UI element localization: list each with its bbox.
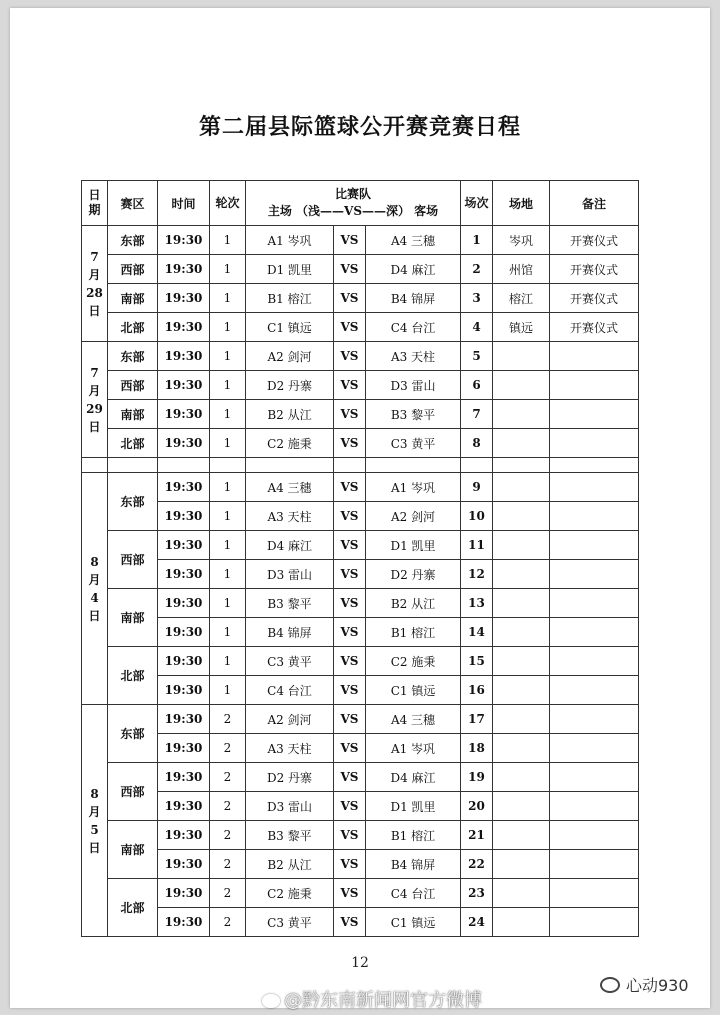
match-number-cell: 1 [461, 226, 493, 255]
away-team-cell: C1 镇远 [366, 908, 461, 937]
venue-cell: 榕江 [493, 284, 550, 313]
table-row [82, 226, 639, 255]
away-team-cell: B2 从江 [366, 589, 461, 618]
away-team-cell: C4 台江 [366, 879, 461, 908]
date-cell: 8月4日 [82, 473, 108, 705]
table-row [82, 879, 639, 908]
home-team-cell: A2 剑河 [246, 705, 334, 734]
region-cell: 西部 [108, 531, 158, 589]
spacer-row [82, 458, 639, 473]
home-team-cell: B4 锦屏 [246, 618, 334, 647]
vs-cell: VS [334, 647, 366, 676]
round-cell: 2 [210, 821, 246, 850]
round-cell: 1 [210, 473, 246, 502]
vs-cell: VS [334, 676, 366, 705]
vs-cell: VS [334, 502, 366, 531]
away-team-cell: D2 丹寨 [366, 560, 461, 589]
time-cell: 19:30 [158, 255, 210, 284]
page-number: 12 [351, 955, 369, 971]
venue-cell [493, 676, 550, 705]
vs-cell: VS [334, 792, 366, 821]
home-team-cell: C2 施秉 [246, 429, 334, 458]
time-cell: 19:30 [158, 908, 210, 937]
region-cell: 西部 [108, 371, 158, 400]
table-row [82, 371, 639, 400]
time-cell: 19:30 [158, 734, 210, 763]
round-cell: 1 [210, 560, 246, 589]
vs-cell: VS [334, 531, 366, 560]
region-cell: 北部 [108, 429, 158, 458]
region-cell: 南部 [108, 400, 158, 429]
note-cell [550, 879, 639, 908]
away-team-cell: A3 天柱 [366, 342, 461, 371]
spacer-cell [334, 458, 366, 473]
spacer-cell [246, 458, 334, 473]
away-team-cell: B4 锦屏 [366, 284, 461, 313]
time-cell: 19:30 [158, 821, 210, 850]
note-cell [550, 429, 639, 458]
note-cell [550, 763, 639, 792]
vs-cell: VS [334, 734, 366, 763]
vs-cell: VS [334, 342, 366, 371]
match-number-cell: 16 [461, 676, 493, 705]
venue-cell [493, 371, 550, 400]
time-cell: 19:30 [158, 618, 210, 647]
time-cell: 19:30 [158, 429, 210, 458]
round-cell: 2 [210, 734, 246, 763]
table-row [82, 821, 639, 850]
time-cell: 19:30 [158, 531, 210, 560]
home-team-cell: D3 雷山 [246, 792, 334, 821]
watermark-text: @黔东南新闻网官方微博 [284, 990, 482, 1011]
spacer-cell [82, 458, 108, 473]
round-cell: 1 [210, 400, 246, 429]
venue-cell [493, 908, 550, 937]
away-team-cell: C3 黄平 [366, 429, 461, 458]
header-venue: 场地 [493, 181, 550, 226]
venue-cell [493, 792, 550, 821]
wechat-account: 心动930 [626, 976, 689, 995]
time-cell: 19:30 [158, 850, 210, 879]
vs-cell: VS [334, 429, 366, 458]
away-team-cell: B3 黎平 [366, 400, 461, 429]
venue-cell: 州馆 [493, 255, 550, 284]
away-team-cell: D3 雷山 [366, 371, 461, 400]
match-number-cell: 13 [461, 589, 493, 618]
home-team-cell: D3 雷山 [246, 560, 334, 589]
home-team-cell: A3 天柱 [246, 734, 334, 763]
vs-cell: VS [334, 879, 366, 908]
time-cell: 19:30 [158, 763, 210, 792]
vs-cell: VS [334, 850, 366, 879]
match-number-cell: 8 [461, 429, 493, 458]
venue-cell [493, 618, 550, 647]
match-number-cell: 19 [461, 763, 493, 792]
away-team-cell: A1 岑巩 [366, 473, 461, 502]
time-cell: 19:30 [158, 676, 210, 705]
table-row [82, 531, 639, 560]
table-row [82, 473, 639, 502]
note-cell [550, 589, 639, 618]
away-team-cell: A2 剑河 [366, 502, 461, 531]
round-cell: 1 [210, 676, 246, 705]
match-number-cell: 9 [461, 473, 493, 502]
header-teams-title: 比赛队 [335, 187, 372, 201]
vs-cell: VS [334, 226, 366, 255]
table-row [82, 618, 639, 647]
time-cell: 19:30 [158, 473, 210, 502]
venue-cell [493, 473, 550, 502]
time-cell: 19:30 [158, 226, 210, 255]
vs-cell: VS [334, 821, 366, 850]
away-team-cell: D1 凯里 [366, 792, 461, 821]
round-cell: 1 [210, 589, 246, 618]
round-cell: 2 [210, 879, 246, 908]
home-team-cell: C1 镇远 [246, 313, 334, 342]
venue-cell [493, 342, 550, 371]
time-cell: 19:30 [158, 879, 210, 908]
vs-cell: VS [334, 371, 366, 400]
time-cell: 19:30 [158, 400, 210, 429]
note-cell [550, 400, 639, 429]
round-cell: 1 [210, 313, 246, 342]
venue-cell: 镇远 [493, 313, 550, 342]
time-cell: 19:30 [158, 589, 210, 618]
note-cell [550, 371, 639, 400]
match-number-cell: 20 [461, 792, 493, 821]
spacer-cell [493, 458, 550, 473]
region-cell: 北部 [108, 313, 158, 342]
note-cell [550, 560, 639, 589]
away-team-cell: B1 榕江 [366, 821, 461, 850]
note-cell [550, 531, 639, 560]
table-row [82, 734, 639, 763]
away-team-cell: D4 麻江 [366, 763, 461, 792]
venue-cell [493, 560, 550, 589]
wechat-icon [600, 977, 620, 993]
match-number-cell: 23 [461, 879, 493, 908]
venue-cell [493, 531, 550, 560]
match-number-cell: 10 [461, 502, 493, 531]
round-cell: 1 [210, 531, 246, 560]
match-number-cell: 15 [461, 647, 493, 676]
home-team-cell: C3 黄平 [246, 908, 334, 937]
note-cell [550, 734, 639, 763]
time-cell: 19:30 [158, 502, 210, 531]
table-row [82, 284, 639, 313]
spacer-cell [461, 458, 493, 473]
away-team-cell: D4 麻江 [366, 255, 461, 284]
round-cell: 2 [210, 908, 246, 937]
table-row [82, 705, 639, 734]
round-cell: 1 [210, 502, 246, 531]
table-row [82, 589, 639, 618]
region-cell: 西部 [108, 255, 158, 284]
vs-cell: VS [334, 618, 366, 647]
vs-cell: VS [334, 763, 366, 792]
table-row [82, 850, 639, 879]
round-cell: 2 [210, 705, 246, 734]
round-cell: 1 [210, 618, 246, 647]
table-row [82, 400, 639, 429]
region-cell: 东部 [108, 226, 158, 255]
note-cell [550, 676, 639, 705]
table-row [82, 792, 639, 821]
note-cell [550, 618, 639, 647]
round-cell: 2 [210, 792, 246, 821]
spacer-cell [550, 458, 639, 473]
match-number-cell: 24 [461, 908, 493, 937]
note-cell [550, 342, 639, 371]
note-cell [550, 850, 639, 879]
region-cell: 南部 [108, 589, 158, 647]
note-cell [550, 473, 639, 502]
vs-cell: VS [334, 589, 366, 618]
round-cell: 1 [210, 255, 246, 284]
venue-cell [493, 850, 550, 879]
region-cell: 北部 [108, 879, 158, 937]
region-cell: 北部 [108, 647, 158, 705]
page-title: 第二届县际篮球公开赛竞赛日程 [198, 114, 521, 140]
vs-cell: VS [334, 908, 366, 937]
home-team-cell: D2 丹寨 [246, 371, 334, 400]
date-cell: 8月5日 [82, 705, 108, 937]
table-row [82, 647, 639, 676]
note-cell [550, 647, 639, 676]
home-team-cell: D2 丹寨 [246, 763, 334, 792]
match-number-cell: 2 [461, 255, 493, 284]
away-team-cell: D1 凯里 [366, 531, 461, 560]
table-row [82, 763, 639, 792]
vs-cell: VS [334, 255, 366, 284]
table-row [82, 502, 639, 531]
time-cell: 19:30 [158, 342, 210, 371]
region-cell: 西部 [108, 763, 158, 821]
match-number-cell: 3 [461, 284, 493, 313]
time-cell: 19:30 [158, 560, 210, 589]
region-cell: 南部 [108, 284, 158, 313]
note-cell: 开赛仪式 [550, 284, 639, 313]
away-team-cell: C4 台江 [366, 313, 461, 342]
venue-cell [493, 821, 550, 850]
note-cell: 开赛仪式 [550, 226, 639, 255]
round-cell: 1 [210, 284, 246, 313]
away-team-cell: A4 三穗 [366, 226, 461, 255]
match-number-cell: 11 [461, 531, 493, 560]
header-teams [246, 181, 461, 226]
venue-cell [493, 879, 550, 908]
spacer-cell [366, 458, 461, 473]
venue-cell: 岑巩 [493, 226, 550, 255]
home-team-cell: D1 凯里 [246, 255, 334, 284]
venue-cell [493, 589, 550, 618]
note-cell [550, 792, 639, 821]
round-cell: 2 [210, 850, 246, 879]
match-number-cell: 14 [461, 618, 493, 647]
weibo-icon [262, 994, 280, 1008]
away-team-cell: C2 施秉 [366, 647, 461, 676]
venue-cell [493, 429, 550, 458]
home-team-cell: C2 施秉 [246, 879, 334, 908]
table-row [82, 676, 639, 705]
away-team-cell: B4 锦屏 [366, 850, 461, 879]
header-note: 备注 [550, 181, 639, 226]
wechat-badge [600, 973, 689, 996]
home-team-cell: D4 麻江 [246, 531, 334, 560]
vs-cell: VS [334, 284, 366, 313]
venue-cell [493, 763, 550, 792]
round-cell: 1 [210, 342, 246, 371]
date-cell: 7月29日 [82, 342, 108, 458]
away-team-cell: A1 岑巩 [366, 734, 461, 763]
venue-cell [493, 502, 550, 531]
home-team-cell: B2 从江 [246, 850, 334, 879]
round-cell: 1 [210, 647, 246, 676]
header-round: 轮次 [210, 181, 246, 226]
time-cell: 19:30 [158, 371, 210, 400]
vs-cell: VS [334, 400, 366, 429]
region-cell: 东部 [108, 342, 158, 371]
match-number-cell: 6 [461, 371, 493, 400]
table-row [82, 255, 639, 284]
home-team-cell: B2 从江 [246, 400, 334, 429]
venue-cell [493, 705, 550, 734]
note-cell [550, 502, 639, 531]
weibo-watermark [262, 986, 482, 1012]
home-team-cell: B3 黎平 [246, 589, 334, 618]
note-cell: 开赛仪式 [550, 313, 639, 342]
home-team-cell: A1 岑巩 [246, 226, 334, 255]
home-team-cell: B3 黎平 [246, 821, 334, 850]
region-cell: 东部 [108, 705, 158, 763]
match-number-cell: 12 [461, 560, 493, 589]
note-cell [550, 908, 639, 937]
round-cell: 1 [210, 371, 246, 400]
home-team-cell: A4 三穗 [246, 473, 334, 502]
spacer-cell [158, 458, 210, 473]
date-cell: 7月28日 [82, 226, 108, 342]
table-row [82, 560, 639, 589]
vs-cell: VS [334, 705, 366, 734]
away-team-cell: C1 镇远 [366, 676, 461, 705]
home-team-cell: C3 黄平 [246, 647, 334, 676]
match-number-cell: 21 [461, 821, 493, 850]
venue-cell [493, 400, 550, 429]
away-team-cell: A4 三穗 [366, 705, 461, 734]
region-cell: 东部 [108, 473, 158, 531]
table-row [82, 342, 639, 371]
table-row [82, 908, 639, 937]
match-number-cell: 5 [461, 342, 493, 371]
match-number-cell: 4 [461, 313, 493, 342]
round-cell: 2 [210, 763, 246, 792]
note-cell [550, 705, 639, 734]
schedule-table [81, 180, 639, 937]
table-row [82, 429, 639, 458]
venue-cell [493, 734, 550, 763]
spacer-cell [210, 458, 246, 473]
time-cell: 19:30 [158, 647, 210, 676]
table-row [82, 313, 639, 342]
home-team-cell: C4 台江 [246, 676, 334, 705]
time-cell: 19:30 [158, 705, 210, 734]
match-number-cell: 22 [461, 850, 493, 879]
home-team-cell: B1 榕江 [246, 284, 334, 313]
table-header-row [82, 181, 639, 226]
region-cell: 南部 [108, 821, 158, 879]
match-number-cell: 18 [461, 734, 493, 763]
header-time: 时间 [158, 181, 210, 226]
vs-cell: VS [334, 313, 366, 342]
time-cell: 19:30 [158, 313, 210, 342]
time-cell: 19:30 [158, 284, 210, 313]
home-team-cell: A3 天柱 [246, 502, 334, 531]
header-teams-sub: 主场 （浅——VS——深） 客场 [267, 204, 439, 218]
spacer-cell [108, 458, 158, 473]
match-number-cell: 17 [461, 705, 493, 734]
header-region: 赛区 [108, 181, 158, 226]
vs-cell: VS [334, 473, 366, 502]
venue-cell [493, 647, 550, 676]
header-date: 日期 [82, 181, 108, 226]
note-cell: 开赛仪式 [550, 255, 639, 284]
header-match-no: 场次 [461, 181, 493, 226]
match-number-cell: 7 [461, 400, 493, 429]
vs-cell: VS [334, 560, 366, 589]
round-cell: 1 [210, 429, 246, 458]
note-cell [550, 821, 639, 850]
away-team-cell: B1 榕江 [366, 618, 461, 647]
time-cell: 19:30 [158, 792, 210, 821]
round-cell: 1 [210, 226, 246, 255]
home-team-cell: A2 剑河 [246, 342, 334, 371]
